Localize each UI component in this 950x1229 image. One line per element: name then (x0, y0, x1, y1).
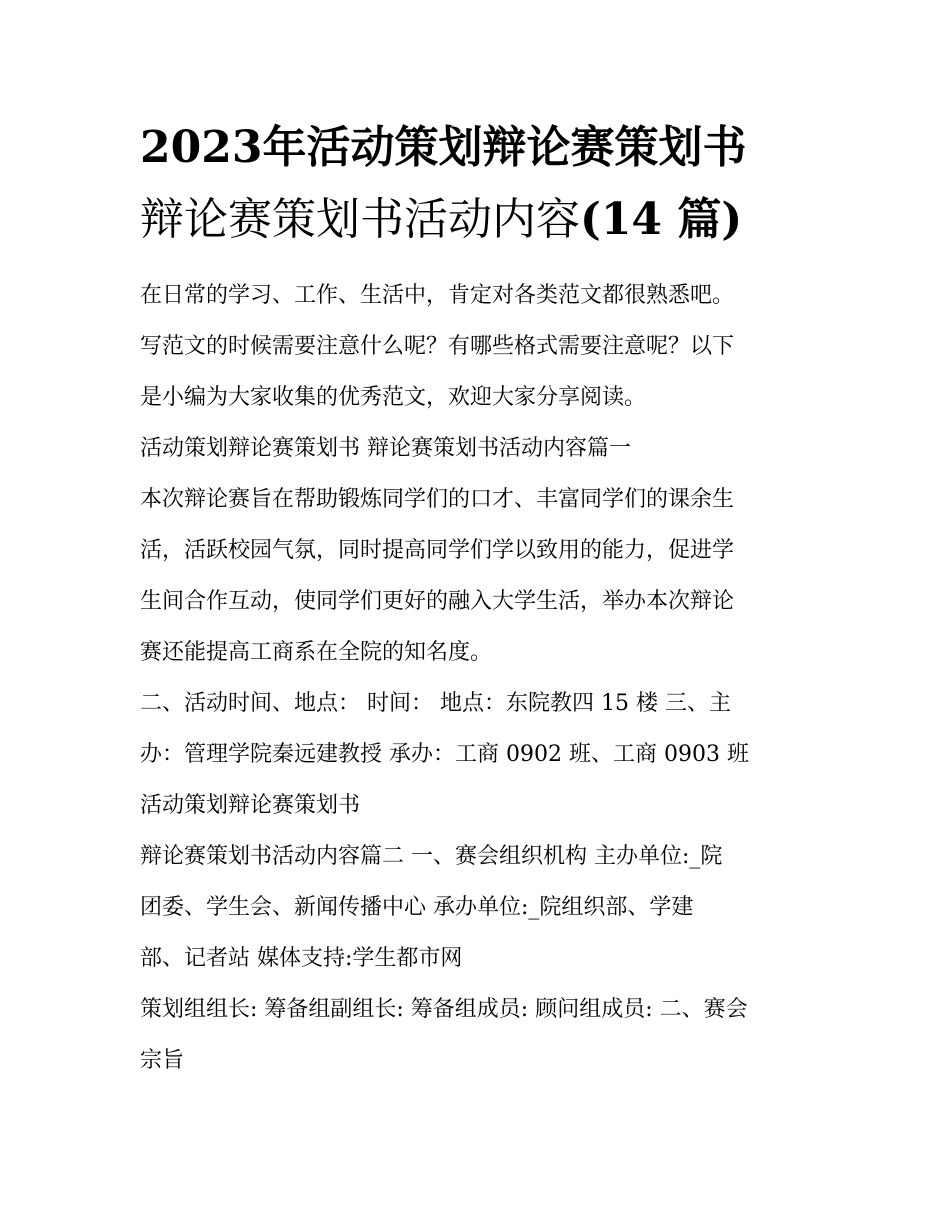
paragraph-time-place (140, 678, 820, 831)
paragraph-purpose (140, 474, 820, 678)
text-line: 写范文的时候需要注意什么呢？有哪些格式需要注意呢？以下 (140, 334, 735, 359)
text-line: 二、活动时间、地点： 时间： 地点：东院教四 15 楼 三、主 (140, 691, 731, 716)
text-line: 策划组组长: 筹备组副组长: 筹备组成员: 顾问组成员: 二、赛会 (140, 997, 748, 1022)
title-line-2 (140, 184, 820, 256)
text-line: 活动策划辩论赛策划书 辩论赛策划书活动内容篇一 (140, 436, 631, 461)
title-line-1: 2023年活动策划辩论赛策划书 (140, 122, 747, 173)
text-line: 赛还能提高工商系在全院的知名度。 (140, 640, 493, 665)
text-line: 部、记者站 媒体支持:学生都市网 (140, 946, 463, 971)
text-line: 辩论赛策划书活动内容篇二 一、赛会组织机构 主办单位:_院 (140, 844, 723, 869)
text-line: 团委、学生会、新闻传播中心 承办单位:_院组织部、学建 (140, 895, 694, 920)
title-count: (14 篇) (580, 194, 743, 245)
text-line: 宗旨 (140, 1048, 185, 1073)
document-body (140, 270, 820, 1086)
document-page (140, 112, 820, 1086)
text-line: 活动策划辩论赛策划书 (140, 793, 361, 818)
text-line: 生间合作互动，使同学们更好的融入大学生活，举办本次辩论 (140, 589, 735, 614)
section-heading-1 (140, 423, 820, 474)
paragraph-groups (140, 984, 820, 1086)
paragraph-intro (140, 270, 820, 423)
title-line-2-main: 辩论赛策划书活动内容 (140, 194, 580, 245)
text-line: 本次辩论赛旨在帮助锻炼同学们的口才、丰富同学们的课余生 (140, 487, 735, 512)
paragraph-organization (140, 831, 820, 984)
text-line: 是小编为大家收集的优秀范文，欢迎大家分享阅读。 (140, 385, 647, 410)
text-line: 在日常的学习、工作、生活中，肯定对各类范文都很熟悉吧。 (140, 283, 735, 308)
text-line: 活，活跃校园气氛，同时提高同学们学以致用的能力，促进学 (140, 538, 735, 563)
document-title (140, 112, 820, 256)
text-line: 办：管理学院秦远建教授 承办：工商 0902 班、工商 0903 班 (140, 742, 749, 767)
